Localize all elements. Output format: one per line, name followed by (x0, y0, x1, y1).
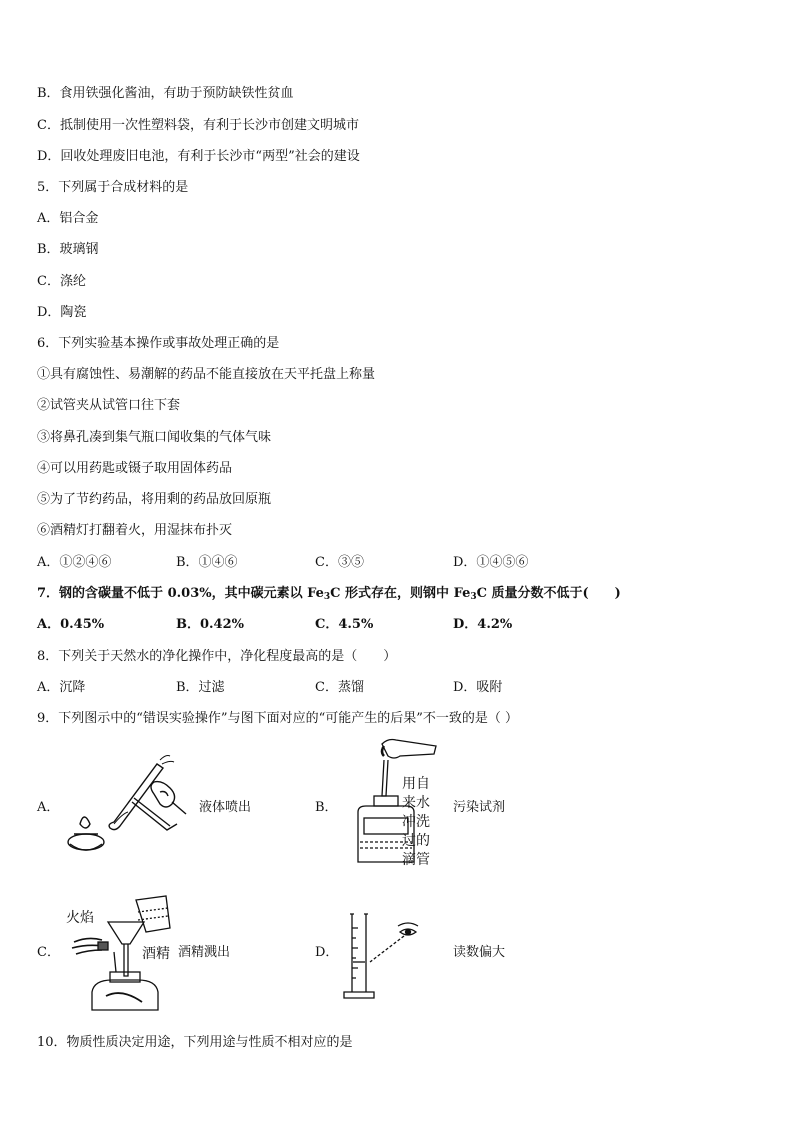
q9-c-fig-text-flame: 火焰 (66, 910, 94, 926)
q9-b-fig-text-5: 滴管 (402, 852, 430, 866)
q9-a-test-tube-figure (62, 752, 187, 857)
q6-option-a: A．①②④⑥ (37, 555, 112, 570)
q9-b-letter: B． (315, 800, 338, 815)
q9-stem: 9．下列图示中的“错误实验操作”与图下面对应的“可能产生的后果”不一致的是（ ） (37, 711, 518, 726)
q8-option-c: C．蒸馏 (315, 680, 364, 695)
q8-stem: 8．下列关于天然水的净化操作中，净化程度最高的是（ ） (37, 649, 397, 664)
q7-subscript-1: 3 (323, 592, 331, 602)
q6-item-6: ⑥酒精灯打翻着火，用湿抹布扑灭 (37, 523, 233, 538)
q9-b-fig-text-3: 冲洗 (402, 814, 430, 830)
q7-option-c: C．4.5% (315, 617, 374, 632)
q6-item-1: ①具有腐蚀性、易潮解的药品不能直接放在天平托盘上称量 (37, 367, 376, 382)
q7-option-b: B．0.42% (176, 617, 245, 632)
q6-option-b: B．①④⑥ (176, 555, 238, 570)
q5-option-a: A．铝合金 (37, 211, 99, 226)
q9-b-fig-text-4: 过的 (402, 833, 430, 849)
q4-option-c: C．抵制使用一次性塑料袋，有利于长沙市创建文明城市 (37, 118, 359, 133)
q9-c-result: 酒精溅出 (178, 945, 231, 960)
q7-subscript-2: 3 (470, 592, 477, 602)
q6-option-d: D．①④⑤⑥ (453, 555, 529, 570)
q5-option-b: B．玻璃钢 (37, 242, 99, 257)
q8-option-d: D．吸附 (453, 680, 503, 695)
q9-d-letter: D． (315, 945, 339, 960)
q7-stem (37, 582, 621, 602)
q5-option-d: D．陶瓷 (37, 305, 87, 320)
q6-item-2: ②试管夹从试管口往下套 (37, 398, 181, 413)
q9-b-dropper-bottle-figure (350, 738, 440, 866)
q4-option-d: D．回收处理废旧电池，有利于长沙市“两型”社会的建设 (37, 149, 360, 164)
q9-b-result: 污染试剂 (453, 800, 506, 815)
q5-option-c: C．涤纶 (37, 274, 86, 289)
q9-d-result: 读数偏大 (453, 945, 506, 960)
q6-item-4: ④可以用药匙或镊子取用固体药品 (37, 461, 233, 476)
q5-stem: 5．下列属于合成材料的是 (37, 180, 189, 195)
q6-item-5: ⑤为了节约药品，将用剩的药品放回原瓶 (37, 492, 272, 507)
q6-option-c: C．③⑤ (315, 555, 364, 570)
q6-stem: 6．下列实验基本操作或事故处理正确的是 (37, 336, 280, 351)
q6-item-3: ③将鼻孔凑到集气瓶口闻收集的气体气味 (37, 430, 272, 445)
q7-stem-part-2: C 形式存在，则钢中 Fe (330, 586, 471, 601)
q9-a-result: 液体喷出 (199, 800, 252, 815)
q10-stem: 10．物质性质决定用途，下列用途与性质不相对应的是 (37, 1035, 353, 1050)
q9-c-letter: C． (37, 945, 60, 960)
q7-stem-part-3: C 质量分数不低于( ) (476, 586, 621, 601)
q9-d-cylinder-figure (340, 910, 425, 1002)
q9-c-alcohol-lamp-figure (62, 892, 180, 1014)
q7-stem-part-1: 7．钢的含碳量不低于 0.03%，其中碳元素以 Fe (37, 586, 324, 601)
q7-option-d: D．4.2% (453, 617, 513, 632)
q9-b-fig-text-1: 用自 (402, 776, 430, 792)
q7-option-a: A．0.45% (37, 617, 105, 632)
q9-a-letter: A． (37, 800, 60, 815)
q4-option-b: B．食用铁强化酱油，有助于预防缺铁性贫血 (37, 86, 294, 101)
q9-c-fig-text-alcohol: 酒精 (142, 946, 170, 962)
q8-option-b: B．过滤 (176, 680, 225, 695)
q9-b-fig-text-2: 来水 (402, 795, 430, 811)
q8-option-a: A．沉降 (37, 680, 86, 695)
